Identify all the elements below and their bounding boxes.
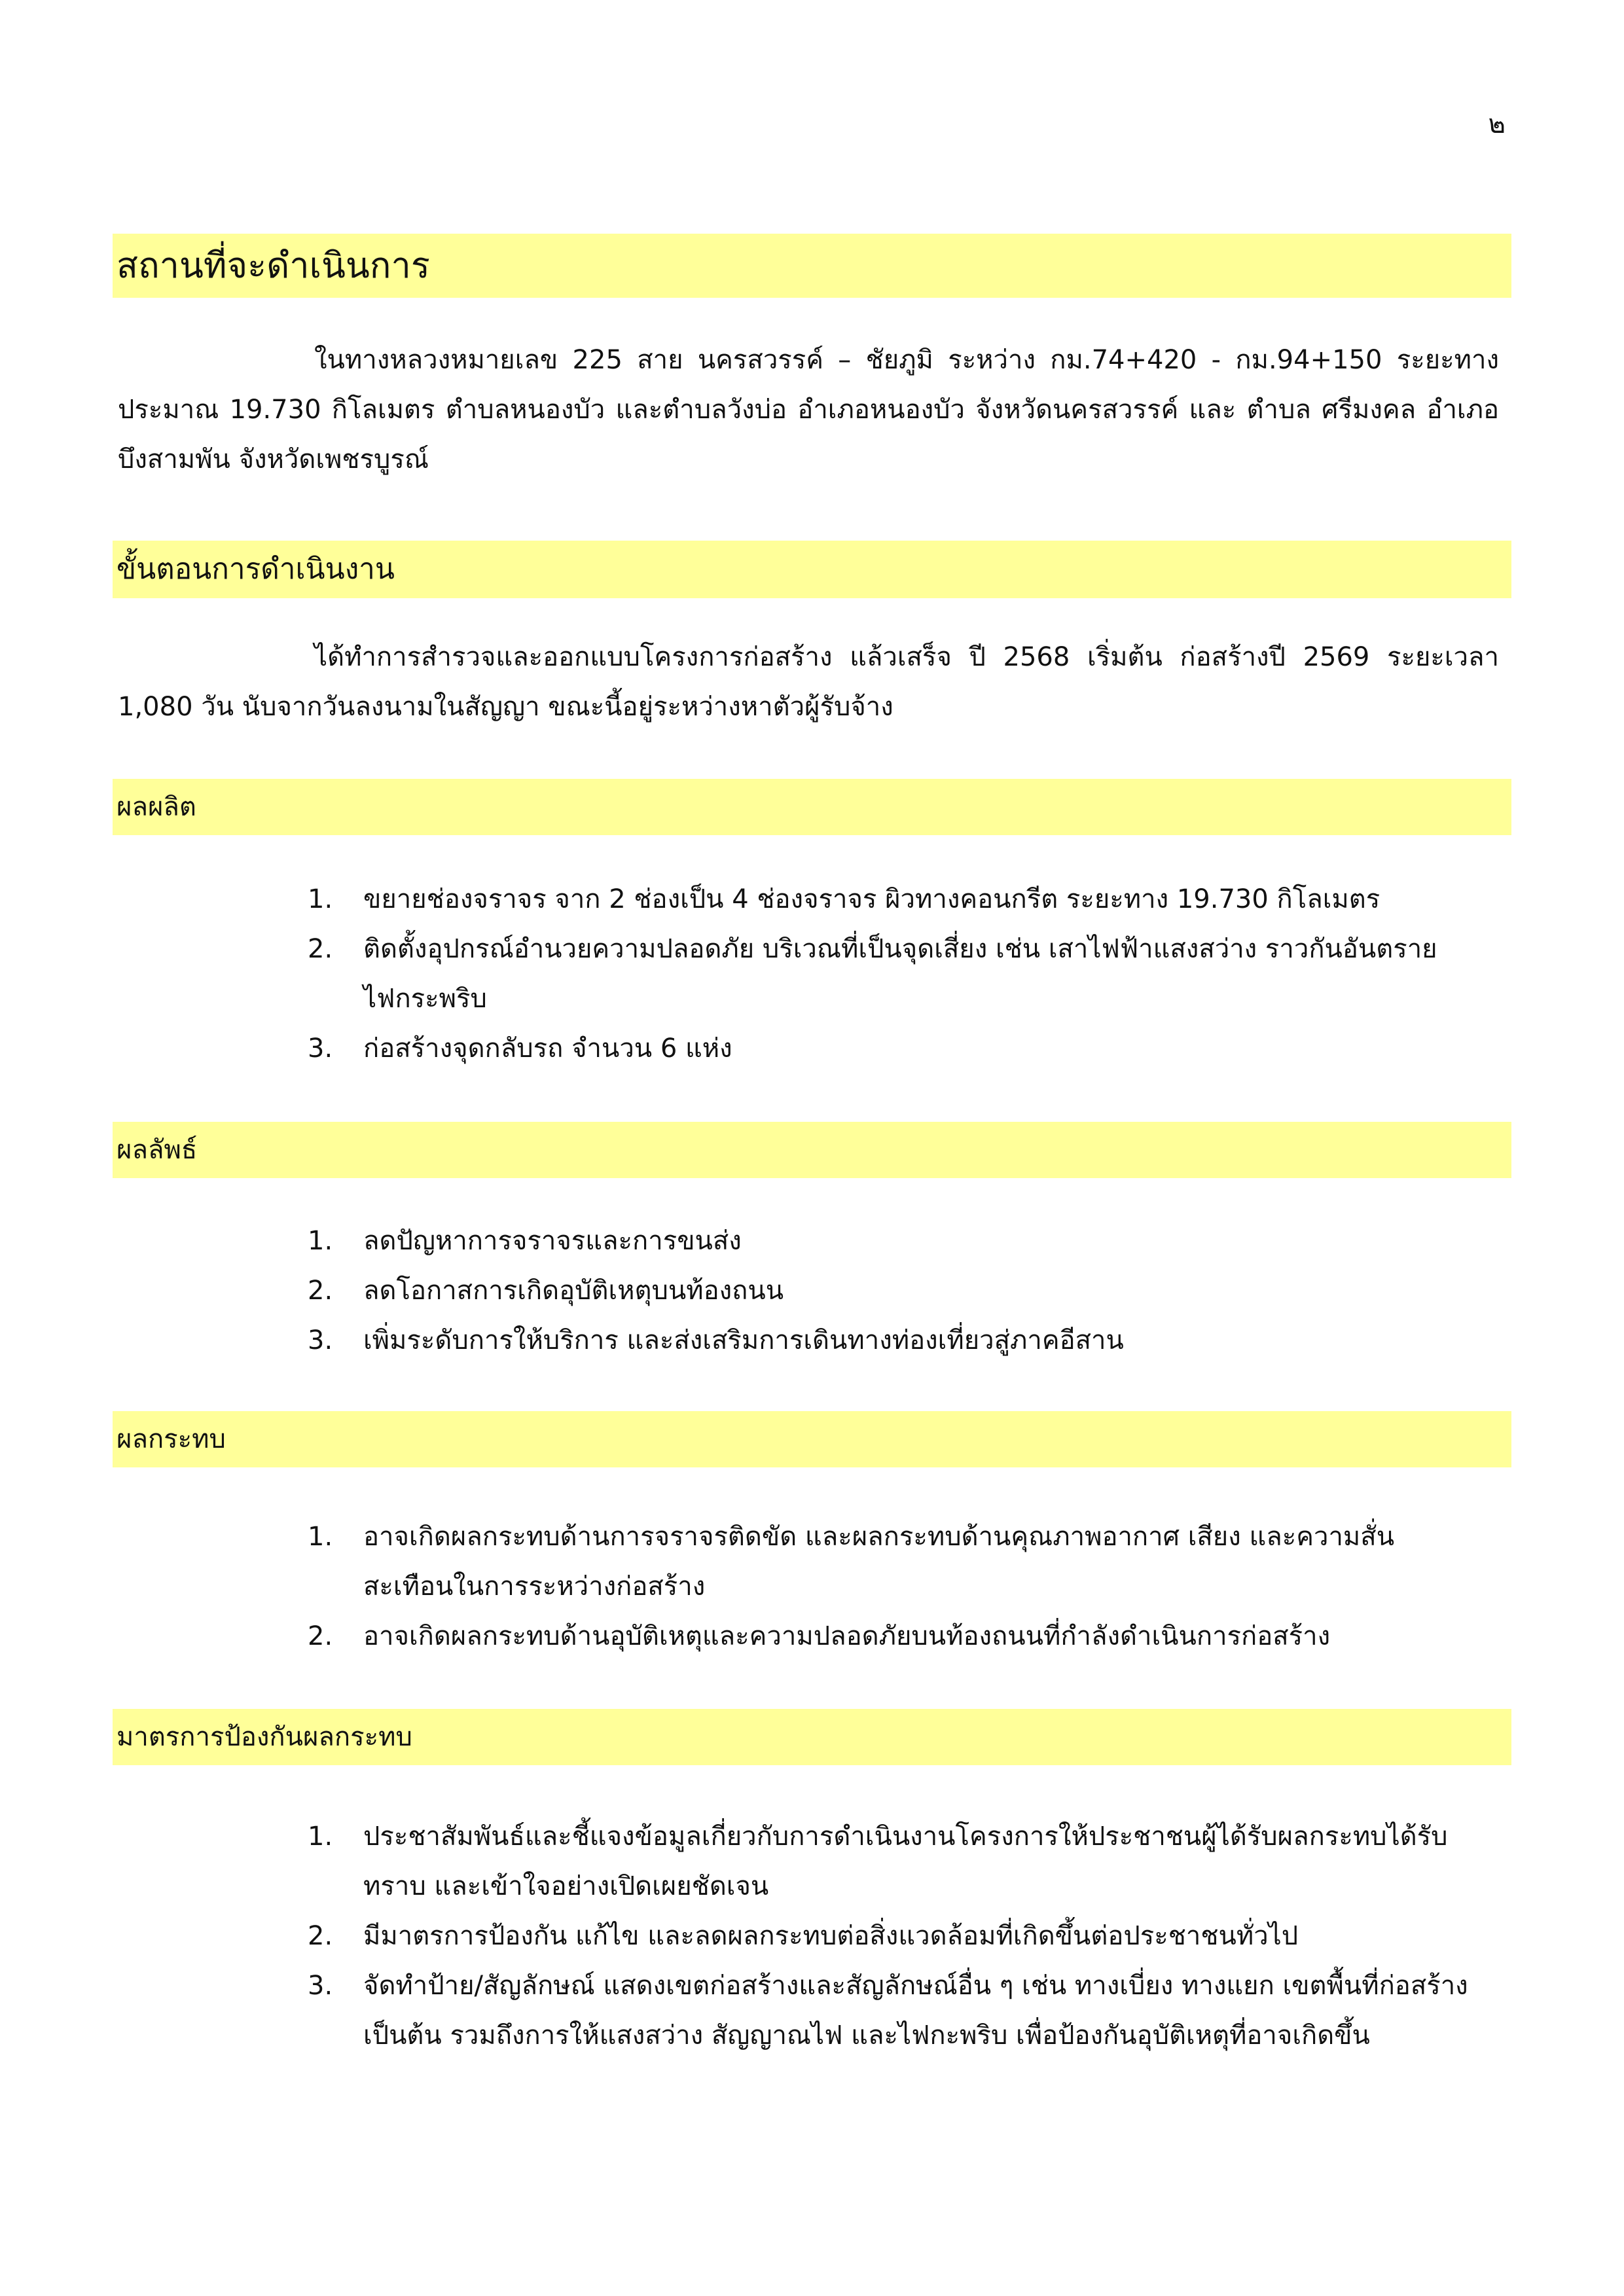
list-item-text: เพิ่มระดับการให้บริการ และส่งเสริมการเดินทางท่องเที่ยวสู่ภาคอีสาน [363,1325,1124,1355]
list-item [0,1266,1476,1316]
heading-outcomes-label: ผลลัพธ์ [117,1135,198,1165]
list-item [0,1911,1476,1961]
list-item-number: 2. [308,934,333,964]
list-item-number: 3. [308,1033,333,1064]
list-item [0,924,1476,1024]
list-item-text: ขยายช่องจราจร จาก 2 ช่องเป็น 4 ช่องจราจร ผิวทางคอนกรีต ระยะทาง 19.730 กิโลเมตร [363,884,1380,914]
heading-impacts-label: ผลกระทบ [117,1424,226,1454]
heading-measures [113,1709,1511,1765]
list-item-text: ประชาสัมพันธ์และชี้แจงข้อมูลเกี่ยวกับการดำเนินงานโครงการให้ประชาชนผู้ได้รับผลกระทบได้รับทราบ และเข้าใจอย่างเปิดเผยชัดเจน [363,1821,1448,1901]
list-item-number: 3. [308,1325,333,1355]
list-item-text: อาจเกิดผลกระทบด้านการจราจรติดขัด และผลกระทบด้านคุณภาพอากาศ เสียง และความสั่นสะเทือนในการระหว่างก่อสร้าง [363,1522,1395,1602]
measures-list [0,1812,1476,2060]
process-paragraph: ได้ทำการสำรวจและออกแบบโครงการก่อสร้าง แล้วเสร็จ ปี 2568 เริ่มต้น ก่อสร้างปี 2569 ระยะเวลา 1,080 วัน นับจากวันลงนามในสัญญา ขณะนี้อยู่ระหว่างหาตัวผู้รับจ้าง [118,642,1499,722]
list-item-number: 2. [308,1276,333,1306]
list-item-number: 1. [308,1226,333,1256]
list-item-number: 3. [308,1971,333,2001]
list-item [0,1024,1476,1073]
list-item [0,1812,1476,1911]
heading-impacts [113,1411,1511,1467]
list-item [0,874,1476,924]
list-item [0,1216,1476,1266]
heading-location-label: สถานที่จะดำเนินการ [117,245,430,286]
heading-outcomes [113,1122,1511,1178]
list-item-text: ก่อสร้างจุดกลับรถ จำนวน 6 แห่ง [363,1033,732,1064]
list-item-text: มีมาตรการป้องกัน แก้ไข และลดผลกระทบต่อสิ่งแวดล้อมที่เกิดขึ้นต่อประชาชนทั่วไป [363,1921,1299,1951]
list-item-number: 2. [308,1921,333,1951]
list-item [0,1316,1476,1365]
heading-outputs-label: ผลผลิต [117,792,196,822]
list-item [0,1961,1476,2060]
list-item-text: ลดปัญหาการจราจรและการขนส่ง [363,1226,742,1256]
heading-measures-label: มาตรการป้องกันผลกระทบ [117,1722,412,1752]
heading-process [113,541,1511,598]
list-item-number: 2. [308,1621,333,1651]
outputs-list [0,874,1476,1073]
list-item-text: ติดตั้งอุปกรณ์อำนวยความปลอดภัย บริเวณที่เป็นจุดเสี่ยง เช่น เสาไฟฟ้าแสงสว่าง ราวกันอันตราย ไฟกระพริบ [363,934,1437,1014]
list-item [0,1611,1476,1661]
page-number: ๒ [1488,109,1506,139]
list-item-number: 1. [308,1821,333,1852]
heading-location [113,234,1511,298]
list-item-number: 1. [308,1522,333,1552]
list-item [0,1512,1476,1611]
outcomes-list [0,1216,1476,1365]
location-paragraph: ในทางหลวงหมายเลข 225 สาย นครสวรรค์ – ชัยภูมิ ระหว่าง กม.74+420 - กม.94+150 ระยะทาง ประมาณ 19.730 กิโลเมตร ตำบลหนองบัว และตำบลวังบ่อ อำเภอหนองบัว จังหวัดนครสวรรค์ และ ตำบล ศรีมงคล อำเภอบึงสามพัน จังหวัดเพชรบูรณ์ [118,345,1499,475]
impacts-list [0,1512,1476,1661]
heading-outputs [113,779,1511,835]
list-item-text: จัดทำป้าย/สัญลักษณ์ แสดงเขตก่อสร้างและสัญลักษณ์อื่น ๆ เช่น ทางเบี่ยง ทางแยก เขตพื้นที่ก่อสร้าง เป็นต้น รวมถึงการให้แสงสว่าง สัญญาณไฟ และไฟกะพริบ เพื่อป้องกันอุบัติเหตุที่อาจเกิดขึ้น [363,1971,1468,2051]
list-item-number: 1. [308,884,333,914]
list-item-text: ลดโอกาสการเกิดอุบัติเหตุบนท้องถนน [363,1276,784,1306]
heading-process-label: ขั้นตอนการดำเนินงาน [117,552,395,586]
list-item-text: อาจเกิดผลกระทบด้านอุบัติเหตุและความปลอดภัยบนท้องถนนที่กำลังดำเนินการก่อสร้าง [363,1621,1331,1651]
